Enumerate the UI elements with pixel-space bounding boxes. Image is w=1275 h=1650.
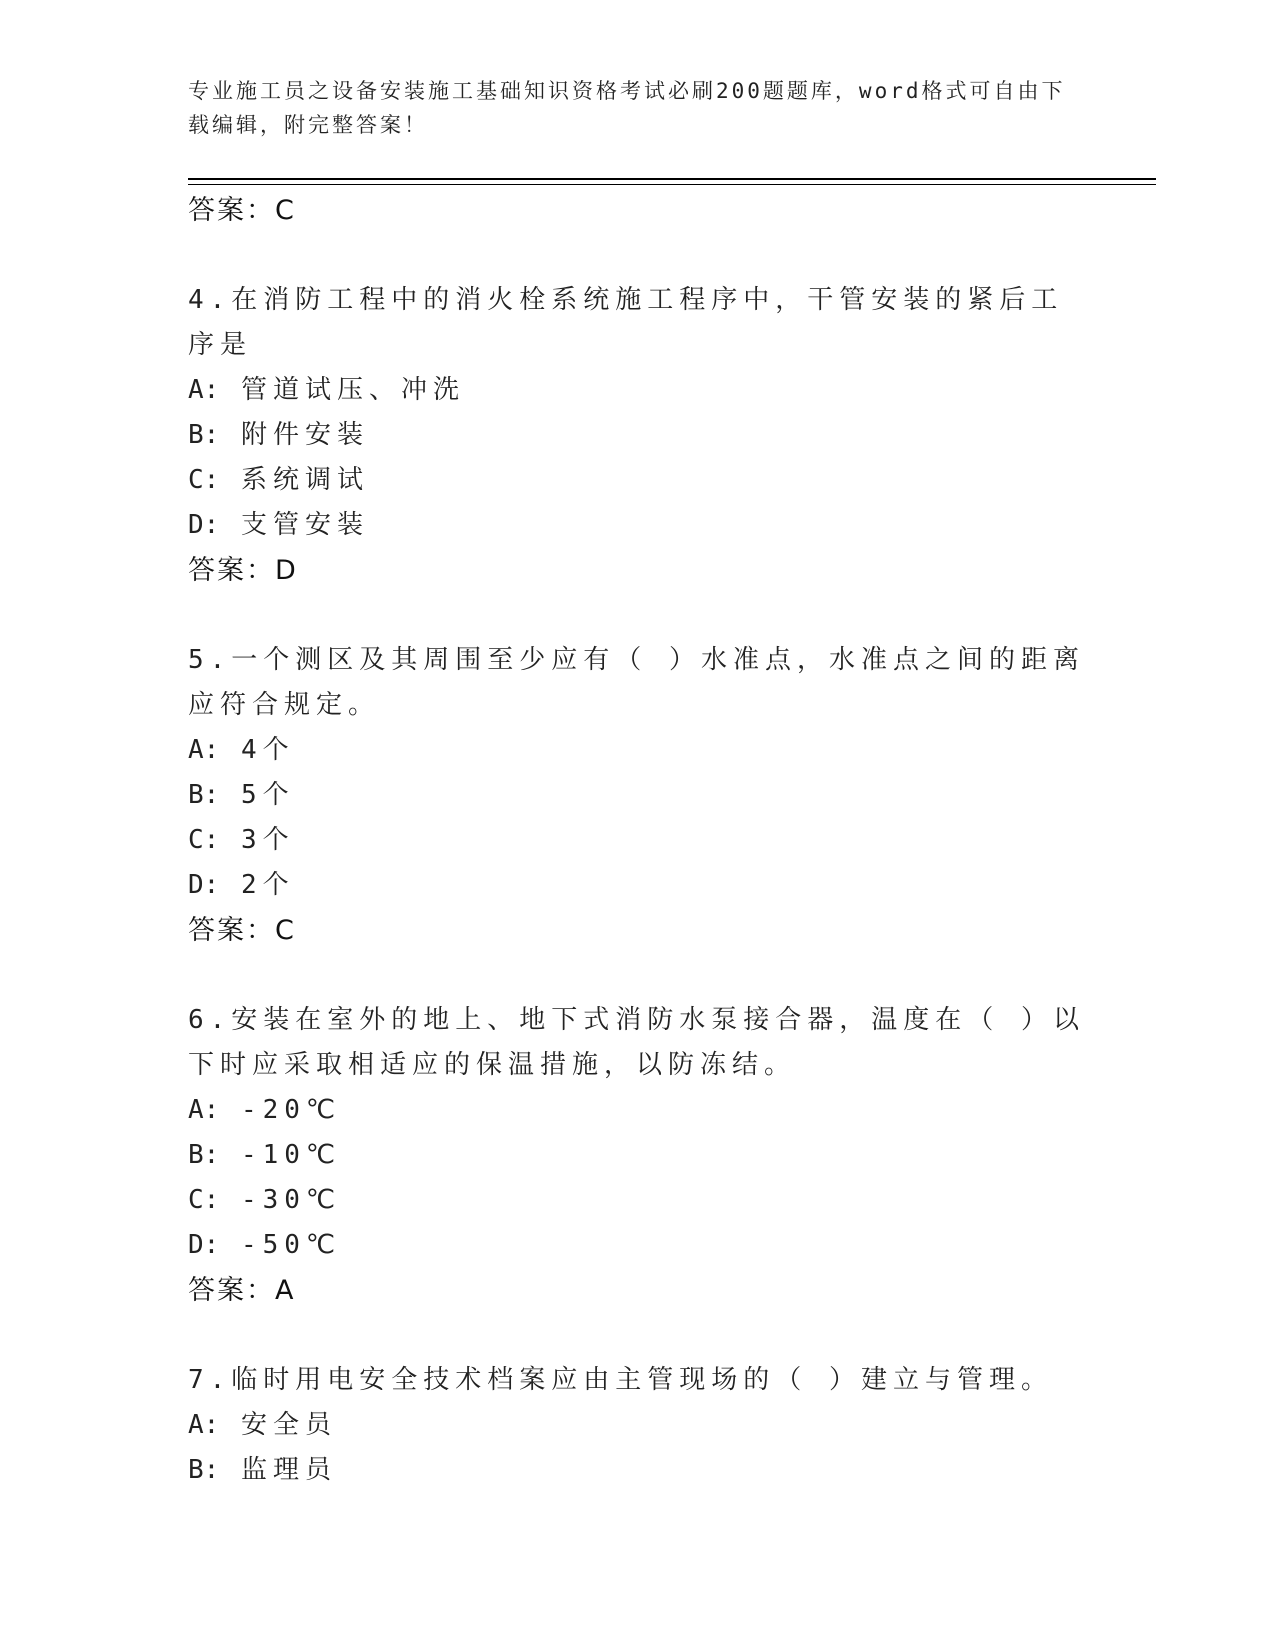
question-item	[188, 1358, 1088, 1493]
option-text: -50℃	[240, 1230, 342, 1260]
question-text: 5.一个测区及其周围至少应有（ ）水准点，水准点之间的距离应符合规定。	[188, 645, 1085, 720]
option-d	[188, 863, 1088, 908]
option-text: 安全员	[240, 1410, 337, 1440]
option-text: 监理员	[240, 1455, 337, 1485]
option-text: -10℃	[240, 1140, 342, 1170]
option-letter: D:	[188, 1230, 220, 1260]
option-c	[188, 818, 1088, 863]
option-text: 5个	[240, 780, 295, 810]
option-letter: C:	[188, 465, 220, 495]
option-text: 3个	[240, 825, 295, 855]
option-b	[188, 1133, 1088, 1178]
option-b	[188, 773, 1088, 818]
option-letter: B:	[188, 1455, 220, 1485]
answer-line: 答案：C	[188, 195, 296, 226]
header-divider-thin	[188, 184, 1156, 185]
option-a	[188, 728, 1088, 773]
option-letter: C:	[188, 825, 220, 855]
option-letter: D:	[188, 870, 220, 900]
option-text: 管道试压、冲洗	[240, 375, 465, 405]
option-text: 4个	[240, 735, 295, 765]
option-text: 2个	[240, 870, 295, 900]
question-item	[188, 998, 1088, 1314]
option-text: 附件安装	[240, 420, 369, 450]
header-divider-thick	[188, 178, 1156, 180]
option-a	[188, 368, 1088, 413]
option-letter: A:	[188, 375, 220, 405]
option-letter: B:	[188, 1140, 220, 1170]
option-text: 系统调试	[240, 465, 369, 495]
option-a	[188, 1403, 1088, 1448]
option-d	[188, 1223, 1088, 1268]
option-text: 支管安装	[240, 510, 369, 540]
option-letter: A:	[188, 1410, 220, 1440]
question-list	[188, 188, 1088, 1493]
option-text: -30℃	[240, 1185, 342, 1215]
option-letter: A:	[188, 735, 220, 765]
question-text: 6.安装在室外的地上、地下式消防水泵接合器，温度在（ ）以下时应采取相适应的保温措施，以防冻结。	[188, 1005, 1085, 1080]
option-letter: B:	[188, 780, 220, 810]
answer-line: 答案：A	[188, 1275, 296, 1306]
option-letter: A:	[188, 1095, 220, 1125]
question-text: 4.在消防工程中的消火栓系统施工程序中，干管安装的紧后工序是	[188, 285, 1064, 360]
option-c	[188, 1178, 1088, 1223]
question-text: 7.临时用电安全技术档案应由主管现场的（ ）建立与管理。	[188, 1365, 1053, 1395]
answer-line: 答案：C	[188, 915, 296, 946]
option-c	[188, 458, 1088, 503]
option-text: -20℃	[240, 1095, 342, 1125]
option-letter: C:	[188, 1185, 220, 1215]
option-b	[188, 1448, 1088, 1493]
question-item	[188, 638, 1088, 954]
question-item	[188, 278, 1088, 594]
option-letter: D:	[188, 510, 220, 540]
option-b	[188, 413, 1088, 458]
option-letter: B:	[188, 420, 220, 450]
answer-line: 答案：D	[188, 555, 298, 586]
option-d	[188, 503, 1088, 548]
document-header: 专业施工员之设备安装施工基础知识资格考试必刷200题题库，word格式可自由下载编辑，附完整答案！	[188, 79, 1066, 137]
option-a	[188, 1088, 1088, 1133]
